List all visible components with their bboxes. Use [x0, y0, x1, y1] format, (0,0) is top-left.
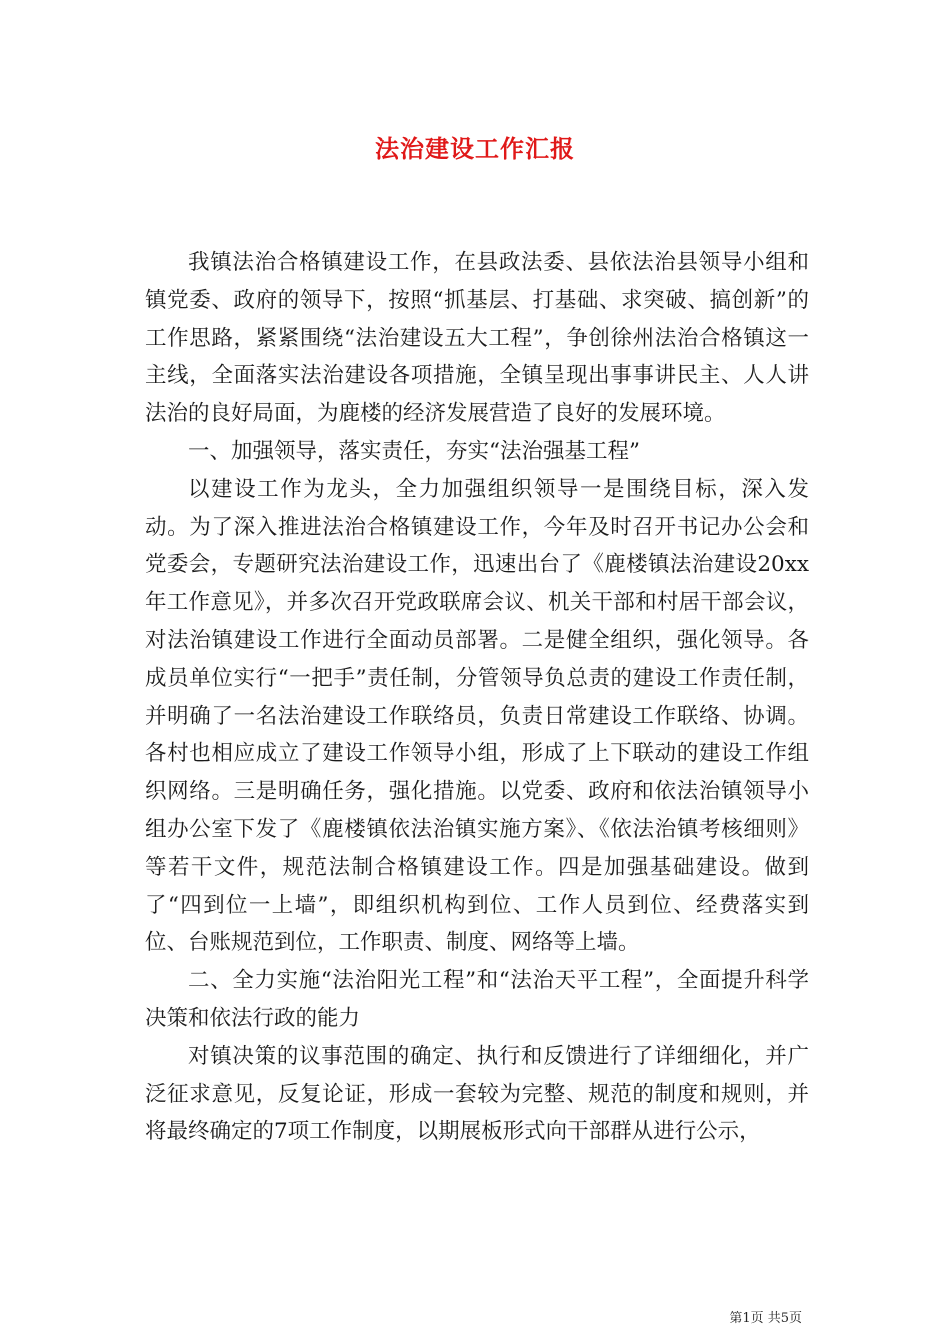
page-number: 第1页 共5页 — [729, 1311, 802, 1326]
paragraph-section-2: 对镇决策的议事范围的确定、执行和反馈进行了详细细化，并广泛征求意见，反复论证，形成一套较为完整、规范的制度和规则，并将最终确定的7项工作制度，以期展板形式向干部群从进行公示， — [145, 1043, 809, 1145]
section-heading-1: 一、加强领导，落实责任，夯实“法治强基工程” — [188, 438, 640, 464]
paragraph-section-1: 以建设工作为龙头，全力加强组织领导一是围绕目标，深入发动。为了深入推进法治合格镇建设工作，今年及时召开书记办公会和党委会，专题研究法治建设工作，迅速出台了《鹿楼镇法治建设20xx年工作意见》，并多次召开党政联席会议、机关干部和村居干部会议，对法治镇建设工作进行全面动员部署。二是健全组织，强化领导。各成员单位实行“一把手”责任制，分管领导负总责的建设工作责任制，并明确了一名法治建设工作联络员，负责日常建设工作联络、协调。各村也相应成立了建设工作领导小组，形成了上下联动的建设工作组织网络。三是明确任务，强化措施。以党委、政府和依法治镇领导小组办公室下发了《鹿楼镇依法治镇实施方案》、《依法治镇考核细则》等若干文件，规范法制合格镇建设工作。四是加强基础建设。做到了“四到位一上墙”，即组织机构到位、工作人员到位、经费落实到位、台账规范到位，工作职责、制度、网络等上墙。 — [145, 476, 809, 956]
document-title: 法治建设工作汇报 — [375, 134, 575, 163]
section-heading-2: 二、全力实施“法治阳光工程”和“法治天平工程”，全面提升科学决策和依法行政的能力 — [145, 968, 809, 1031]
document-body — [145, 244, 809, 1151]
paragraph-intro: 我镇法治合格镇建设工作，在县政法委、县依法治县领导小组和镇党委、政府的领导下，按照“抓基层、打基础、求突破、搞创新”的工作思路，紧紧围绕“法治建设五大工程”，争创徐州法治合格镇这一主线，全面落实法治建设各项措施，全镇呈现出事事讲民主、人人讲法治的良好局面，为鹿楼的经济发展营造了良好的发展环境。 — [145, 250, 809, 427]
